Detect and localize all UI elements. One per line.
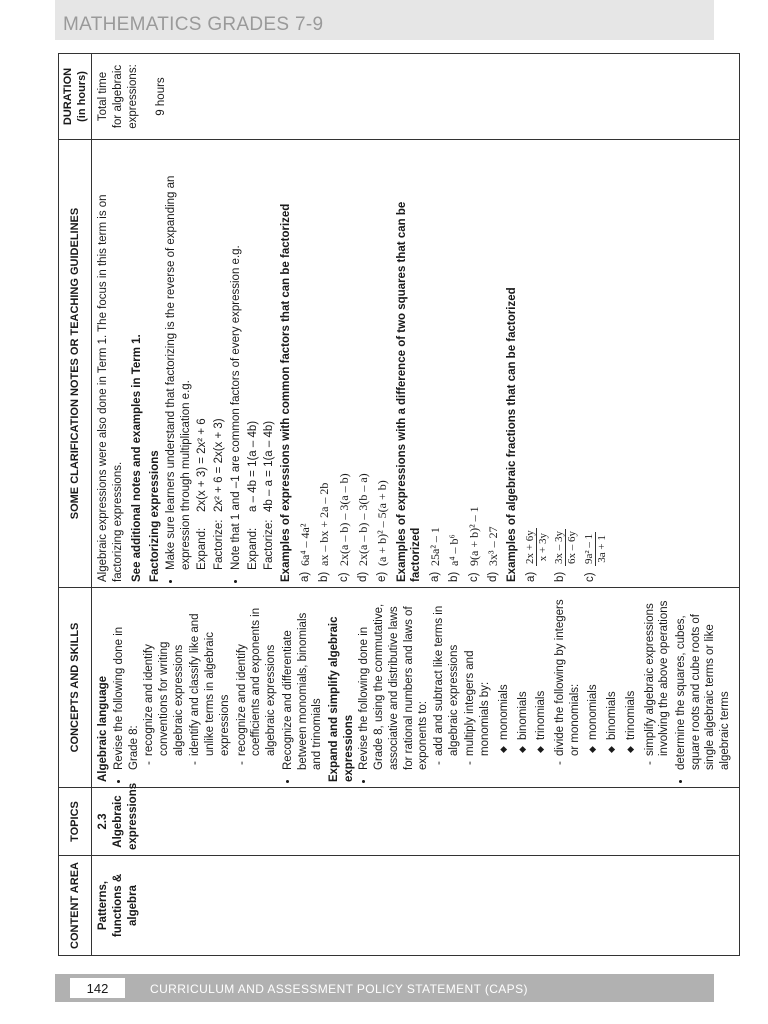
concept-sublist [142,593,278,770]
example-fraction [553,529,578,566]
example-item [467,145,482,582]
example-expression: 6a⁴ – 4a² [297,523,312,566]
rotated-table-wrapper [58,52,732,956]
example-expression: 9(a + b)² – 1 [466,506,481,566]
example-label: a) [298,571,311,582]
common-factor-examples [298,145,391,582]
content-area-line: algebra [126,885,139,926]
table-row [92,54,740,956]
example-label: c) [467,572,480,582]
expand-value: a – 4b = 1(a – 4b) [246,420,259,512]
notes-see-additional: See additional notes and examples in Term 1. [130,334,143,582]
notes-heading: Factorizing expressions [149,450,162,582]
example-label: a) [525,571,538,582]
example-item [298,145,313,582]
example-label: a) [429,571,442,582]
page-number: 142 [70,978,125,998]
duration-time: 9 hours [155,77,168,116]
example-expression: 3x³ – 27 [486,526,501,566]
notes-bullet [229,145,277,570]
header-content-area: CONTENT AREA [59,856,92,956]
duration-line: expressions: [126,64,139,129]
concept-dash-item [463,593,549,756]
concept-bullet [112,593,279,770]
curriculum-table [58,53,740,956]
example-label: d) [356,571,369,582]
diamond-item: ◆ monomials [497,593,512,740]
fraction-denominator: x + 3y [537,533,550,562]
topic-line: expressions [126,782,139,850]
diamond-list [586,593,638,756]
notes-bullet-text: Make sure learners understand that factorizing is the reverse of expanding an expression through multiplication e.g. [165,175,192,570]
example-item [356,145,371,582]
duration-line: Total time [97,71,110,122]
example-item [583,145,608,582]
topic-cell [92,782,740,856]
factorize-value: 4b – a = 1(a – 4b) [263,420,276,512]
difference-of-squares-examples [428,145,501,582]
factorize-label: Factorize: [263,519,276,570]
diamond-item: ◆ binomials [516,593,531,740]
notes-cell [92,140,740,588]
example-item [375,145,390,582]
concepts-heading: Expand and simplify algebraic expressions [327,616,355,782]
concept-dash-item: - simplify algebraic expressions involving the above operations [643,593,672,756]
diamond-item: ◆ binomials [605,593,620,740]
example-label: d) [487,571,500,582]
notes-heading: Examples of expressions with a difference of two squares that can be factorized [395,201,423,582]
concepts-heading: Algebraic language [97,675,110,782]
example-fraction [524,528,549,566]
example-expression: 2x(a – b) – 3(b – a) [355,473,370,566]
example-expression: ax – bx + 2a – 2b [317,482,332,566]
example-item [447,145,462,582]
topic-line: Algebraic [111,795,124,848]
concept-dash-item [553,593,639,756]
concept-dash-item: - recognize and identify conventions for writing algebraic expressions [142,593,186,756]
header-duration-line1: DURATION [62,67,74,126]
header-topics: TOPICS [59,788,92,856]
concepts-cell [92,588,740,788]
content-area-line: functions & [111,873,124,938]
concept-bullet-text: Revise the following done in Grade 8: [112,626,140,770]
fraction-denominator: 6x – 6y [566,531,579,564]
concepts-list [112,593,325,782]
example-expression: 2x(a – b) – 3(a – b) [336,473,351,566]
concept-bullet: • Recognize and differentiate between monomials, binomials and trinomials [281,593,325,770]
example-expression: 25a² – 1 [428,527,443,566]
content-area-line: Patterns, [97,880,110,931]
expand-example [246,145,261,570]
topic-number: 2.3 [97,813,110,830]
example-expression: a⁴ – b⁶ [447,534,462,566]
notes-bullet [164,145,227,570]
concept-bullet [357,593,672,770]
notes-intro: Algebraic expressions were also done in Term 1. The focus in this term is on factorizing expressions. [97,194,124,582]
example-item [428,145,443,582]
notes-heading: Examples of algebraic fractions that can be factorized [506,287,519,582]
diamond-list [497,593,549,756]
example-label: c) [337,572,350,582]
table-header-row [59,54,92,956]
footer-title: CURRICULUM AND ASSESSMENT POLICY STATEMENT (CAPS) [150,982,528,996]
expand-example [195,145,210,570]
example-label: b) [554,571,567,582]
header-concepts: CONCEPTS AND SKILLS [59,588,92,788]
factorize-value: 2x² + 6 = 2x(x + 3) [213,418,226,512]
content-area-cell [92,856,740,956]
page-header-title: MATHEMATICS GRADES 7-9 [63,14,324,35]
expand-label: Expand: [196,527,209,570]
example-label: b) [318,571,331,582]
concept-dash-item: - add and subtract like terms in algebraic expressions [432,593,461,756]
concept-dash-text: divide the following by integers or monomials: [554,599,581,756]
concept-bullet: • determine the squares, cubes, square roots and cube roots of single algebraic terms or like algebraic terms [674,593,733,770]
algebraic-fraction-examples [524,145,608,582]
concept-dash-text: multiply integers and monomials by: [464,650,492,756]
expand-value: 2x(x + 3) = 2x² + 6 [196,418,209,512]
concept-sublist [432,593,672,770]
notes-heading: Examples of expressions with common factors that can be factorized [280,203,293,582]
example-fraction [583,532,608,566]
example-item [524,145,549,582]
example-expression: (a + b)² – 5(a + b) [375,480,390,566]
expand-label: Expand: [246,527,259,570]
diamond-item: ◆ monomials [586,593,601,740]
duration-cell [92,54,740,140]
diamond-item: ◆ trinomials [624,593,639,740]
example-item [486,145,501,582]
fraction-numerator: 9a² – 1 [582,533,595,564]
example-label: b) [448,571,461,582]
factorize-label: Factorize: [213,519,226,570]
notes-list [164,145,277,582]
factorize-example [212,145,227,570]
fraction-numerator: 3x – 3y [553,531,566,564]
concepts-list [357,593,733,782]
concept-dash-item: - recognize and identify coefficients and exponents in algebraic expressions [235,593,279,756]
fraction-denominator: 3a + 1 [595,535,608,563]
example-label: c) [583,572,596,582]
example-item [317,145,332,582]
example-item [553,145,578,582]
header-duration [59,54,92,140]
duration-line: for algebraic [111,64,124,129]
header-notes: SOME CLARIFICATION NOTES OR TEACHING GUIDELINES [59,140,92,588]
header-duration-line2: (in hours) [76,71,89,122]
fraction-numerator: 2x + 6y [524,530,537,564]
example-item [337,145,352,582]
diamond-item: ◆ trinomials [534,593,549,740]
factorize-example [262,145,277,570]
example-label: e) [376,571,389,582]
concept-dash-item: - identify and classify like and unlike terms in algebraic expressions [188,593,232,756]
notes-bullet-text: Note that 1 and –1 are common factors of every expression e.g. [229,245,242,570]
rotated-table-area [58,52,732,956]
concept-bullet-text: Revise the following done in Grade 8, using the commutative, associative and distributive laws for rational numbers and laws of exponents to: [358,603,430,770]
